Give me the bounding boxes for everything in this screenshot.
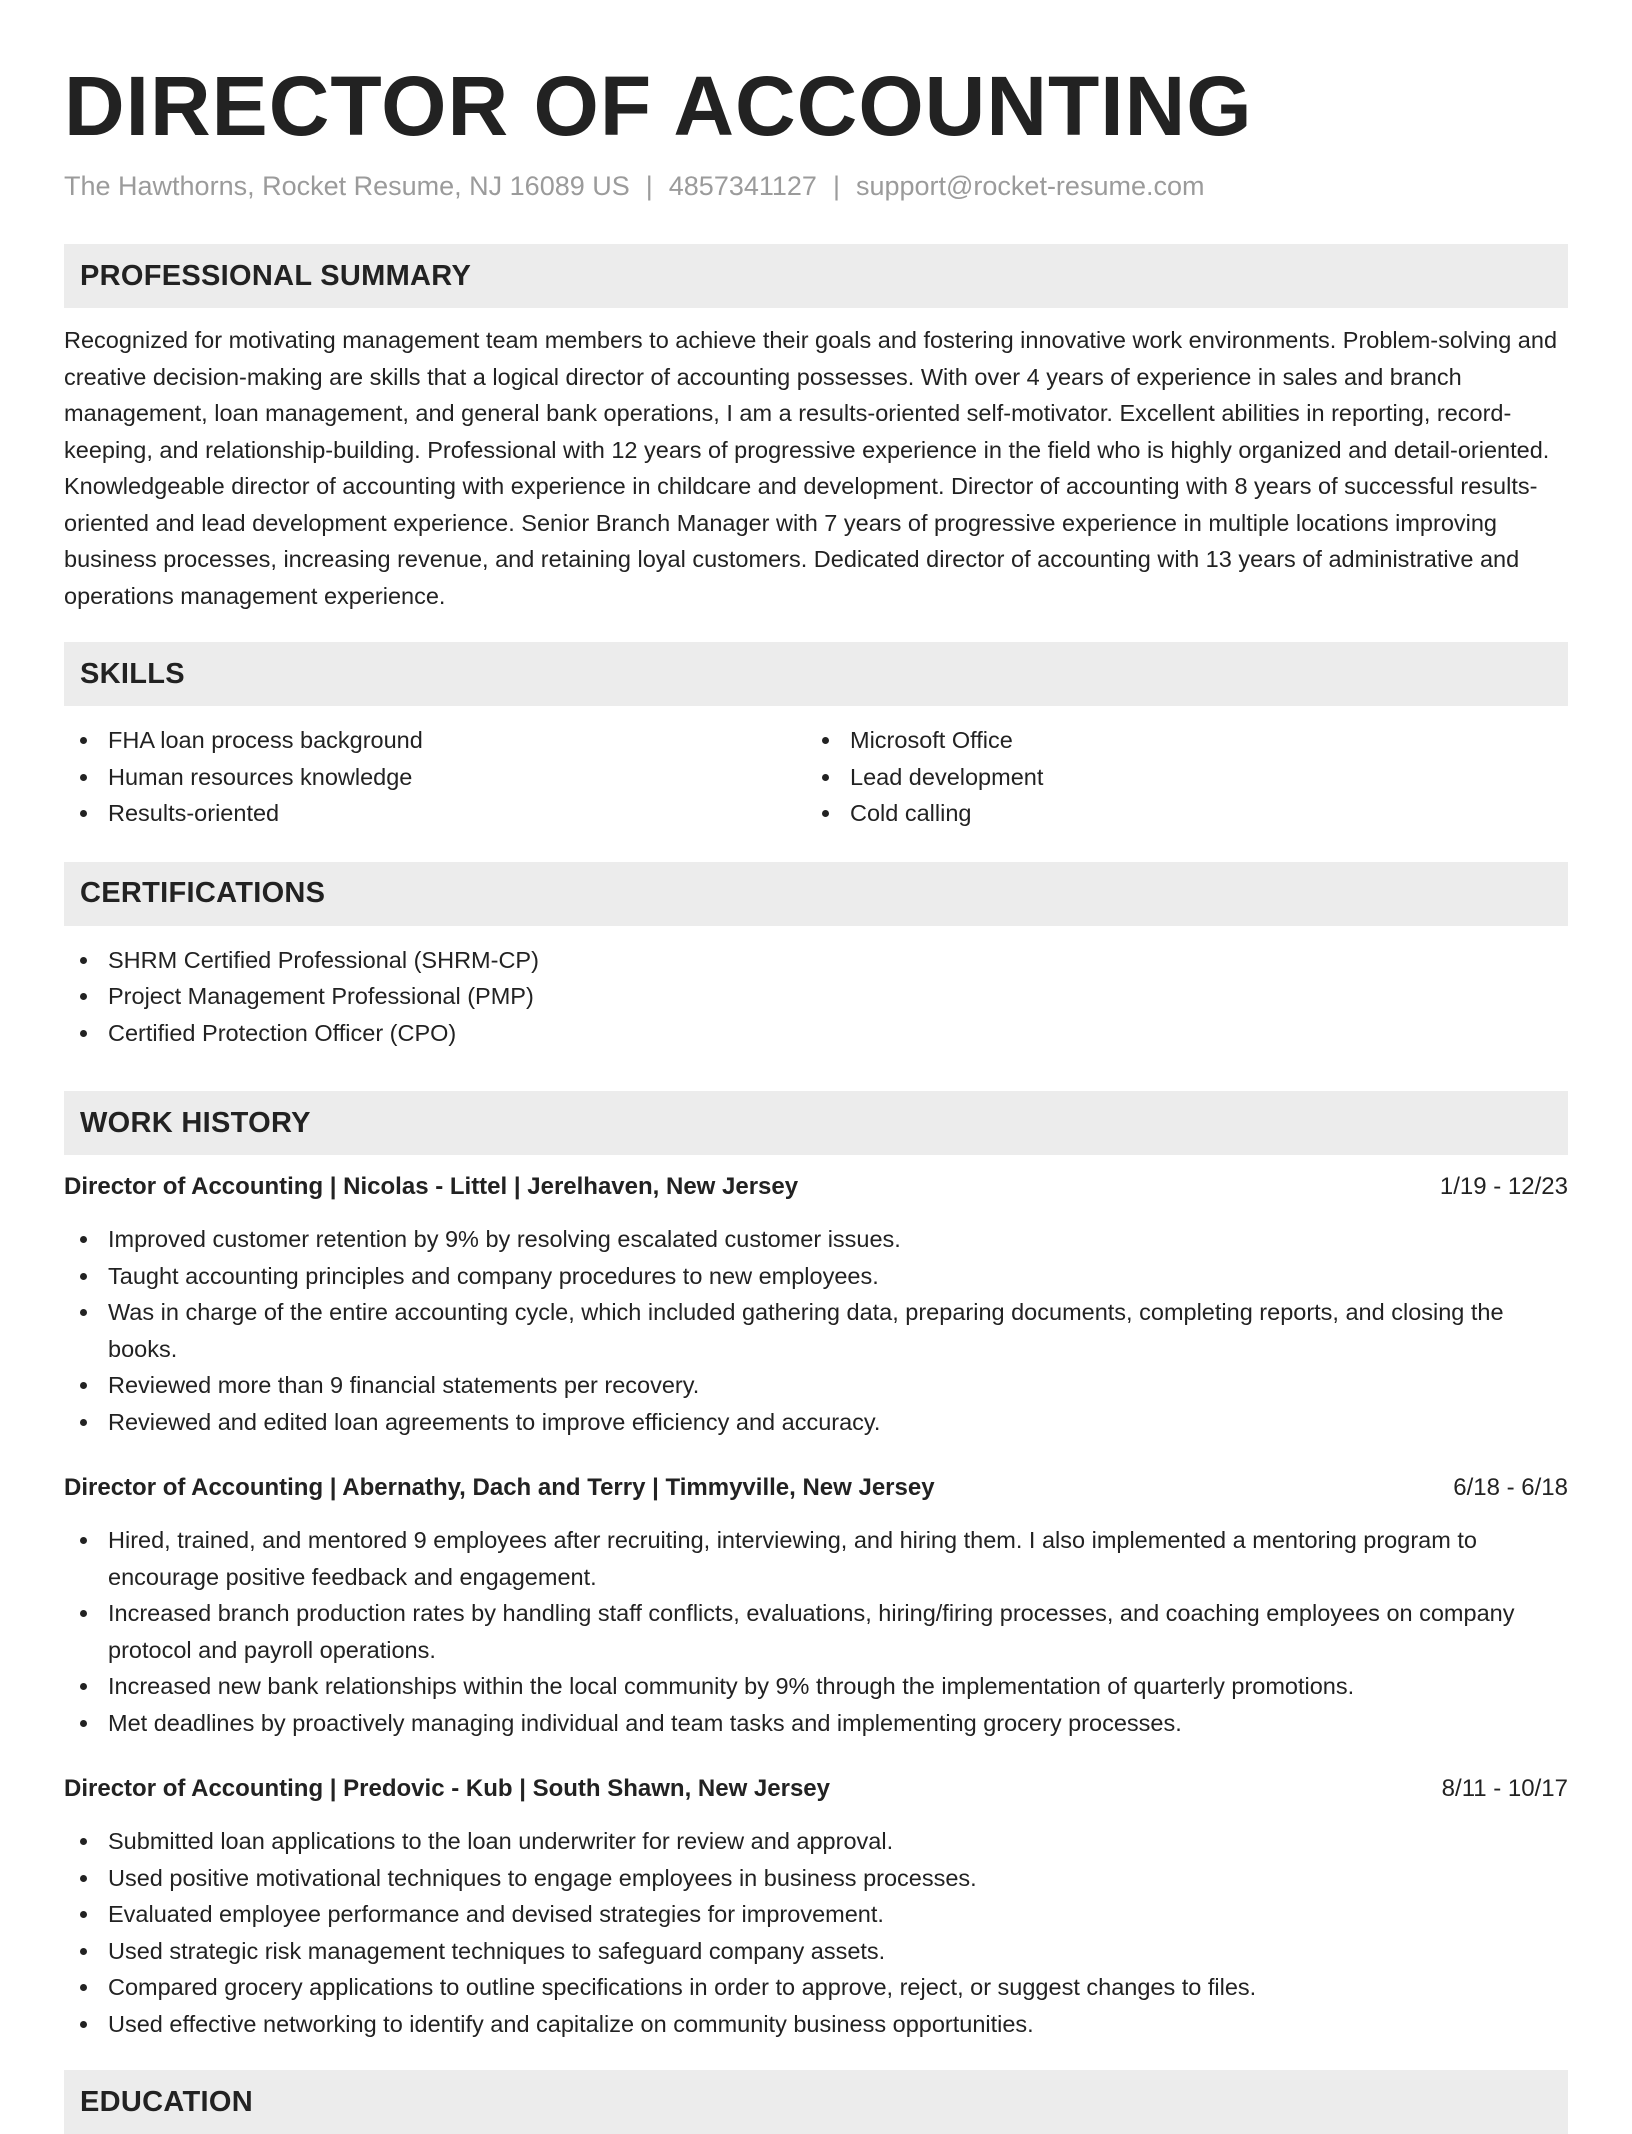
certifications-list — [64, 942, 1568, 1052]
job-heading: Director of Accounting | Nicolas - Littel | Jerelhaven, New Jersey — [64, 1173, 799, 1200]
job-bullets — [64, 1522, 1568, 1741]
certification-item: Project Management Professional (PMP) — [64, 978, 1568, 1015]
job-header — [64, 1470, 1568, 1506]
contact-email: support@rocket-resume.com — [855, 171, 1205, 201]
job-dates: 1/19 - 12/23 — [1439, 1173, 1568, 1200]
skill-item: FHA loan process background — [64, 722, 806, 759]
job-bullet: Was in charge of the entire accounting cycle, which included gathering data, preparing documents, completing reports, and closing the books. — [64, 1294, 1568, 1367]
job-bullets — [64, 1823, 1568, 2042]
section-header-summary: PROFESSIONAL SUMMARY — [64, 244, 1568, 308]
job-dates: 8/11 - 10/17 — [1441, 1775, 1568, 1802]
resume-page — [64, 0, 1568, 2134]
certification-item: Certified Protection Officer (CPO) — [64, 1015, 1568, 1052]
skills-grid — [64, 722, 1568, 832]
skill-item: Lead development — [806, 759, 1548, 796]
certification-item: SHRM Certified Professional (SHRM-CP) — [64, 942, 1568, 979]
job-bullet: Compared grocery applications to outline specifications in order to approve, reject, or suggest changes to files. — [64, 1969, 1568, 2006]
section-header-education: EDUCATION — [64, 2070, 1568, 2134]
job-heading: Director of Accounting | Abernathy, Dach and Terry | Timmyville, New Jersey — [64, 1474, 935, 1501]
job-bullet: Improved customer retention by 9% by resolving escalated customer issues. — [64, 1221, 1568, 1258]
skills-list-right — [806, 722, 1548, 832]
job-bullet: Increased new bank relationships within the local community by 9% through the implementation of quarterly promotions. — [64, 1668, 1568, 1705]
job-dates: 6/18 - 6/18 — [1453, 1474, 1568, 1501]
job-entry — [64, 1169, 1568, 1440]
summary-text: Recognized for motivating management team members to achieve their goals and fostering innovative work environments. Problem-solving and creative decision-making are skills that a logical director of accounting possesses. With over 4 years of experience in sales and branch management, loan management, and general bank operations, I am a results-oriented self-motivator. Excellent abilities in reporting, record-keeping, and relationship-building. Professional with 12 years of progressive experience in the field who is highly organized and detail-oriented. Knowledgeable director of accounting with experience in childcare and development. Director of accounting with 8 years of successful results-oriented and lead development experience. Senior Branch Manager with 7 years of progressive experience in multiple locations improving business processes, increasing revenue, and retaining loyal customers. Dedicated director of accounting with 13 years of administrative and operations management experience. — [64, 327, 1558, 609]
skills-list-left — [64, 722, 806, 832]
job-header — [64, 1169, 1568, 1205]
job-bullet: Taught accounting principles and company procedures to new employees. — [64, 1258, 1568, 1295]
job-bullet: Hired, trained, and mentored 9 employees after recruiting, interviewing, and hiring them. I also implemented a mentoring program to encourage positive feedback and engagement. — [64, 1522, 1568, 1595]
section-header-skills: SKILLS — [64, 642, 1568, 706]
contact-separator: | — [645, 171, 653, 201]
job-bullet: Reviewed more than 9 financial statements per recovery. — [64, 1367, 1568, 1404]
job-bullet: Submitted loan applications to the loan underwriter for review and approval. — [64, 1823, 1568, 1860]
job-bullet: Met deadlines by proactively managing individual and team tasks and implementing grocery processes. — [64, 1705, 1568, 1742]
section-header-work-history: WORK HISTORY — [64, 1091, 1568, 1155]
job-bullet: Increased branch production rates by handling staff conflicts, evaluations, hiring/firing processes, and coaching employees on company protocol and payroll operations. — [64, 1595, 1568, 1668]
contact-line — [64, 168, 1568, 204]
section-header-certifications: CERTIFICATIONS — [64, 862, 1568, 926]
job-entry — [64, 1771, 1568, 2042]
contact-separator: | — [832, 171, 840, 201]
job-bullet: Reviewed and edited loan agreements to improve efficiency and accuracy. — [64, 1404, 1568, 1441]
contact-address: The Hawthorns, Rocket Resume, NJ 16089 US — [64, 171, 630, 201]
job-bullet: Evaluated employee performance and devised strategies for improvement. — [64, 1896, 1568, 1933]
candidate-title: DIRECTOR OF ACCOUNTING — [64, 59, 1253, 153]
job-heading: Director of Accounting | Predovic - Kub | South Shawn, New Jersey — [64, 1775, 830, 1802]
job-header — [64, 1771, 1568, 1807]
job-bullet: Used effective networking to identify and capitalize on community business opportunities. — [64, 2006, 1568, 2043]
skill-item: Cold calling — [806, 795, 1548, 832]
skill-item: Results-oriented — [64, 795, 806, 832]
contact-phone: 4857341127 — [668, 171, 817, 201]
job-bullet: Used positive motivational techniques to engage employees in business processes. — [64, 1860, 1568, 1897]
skill-item: Human resources knowledge — [64, 759, 806, 796]
job-entry — [64, 1470, 1568, 1741]
job-bullets — [64, 1221, 1568, 1440]
skill-item: Microsoft Office — [806, 722, 1548, 759]
job-bullet: Used strategic risk management techniques to safeguard company assets. — [64, 1933, 1568, 1970]
